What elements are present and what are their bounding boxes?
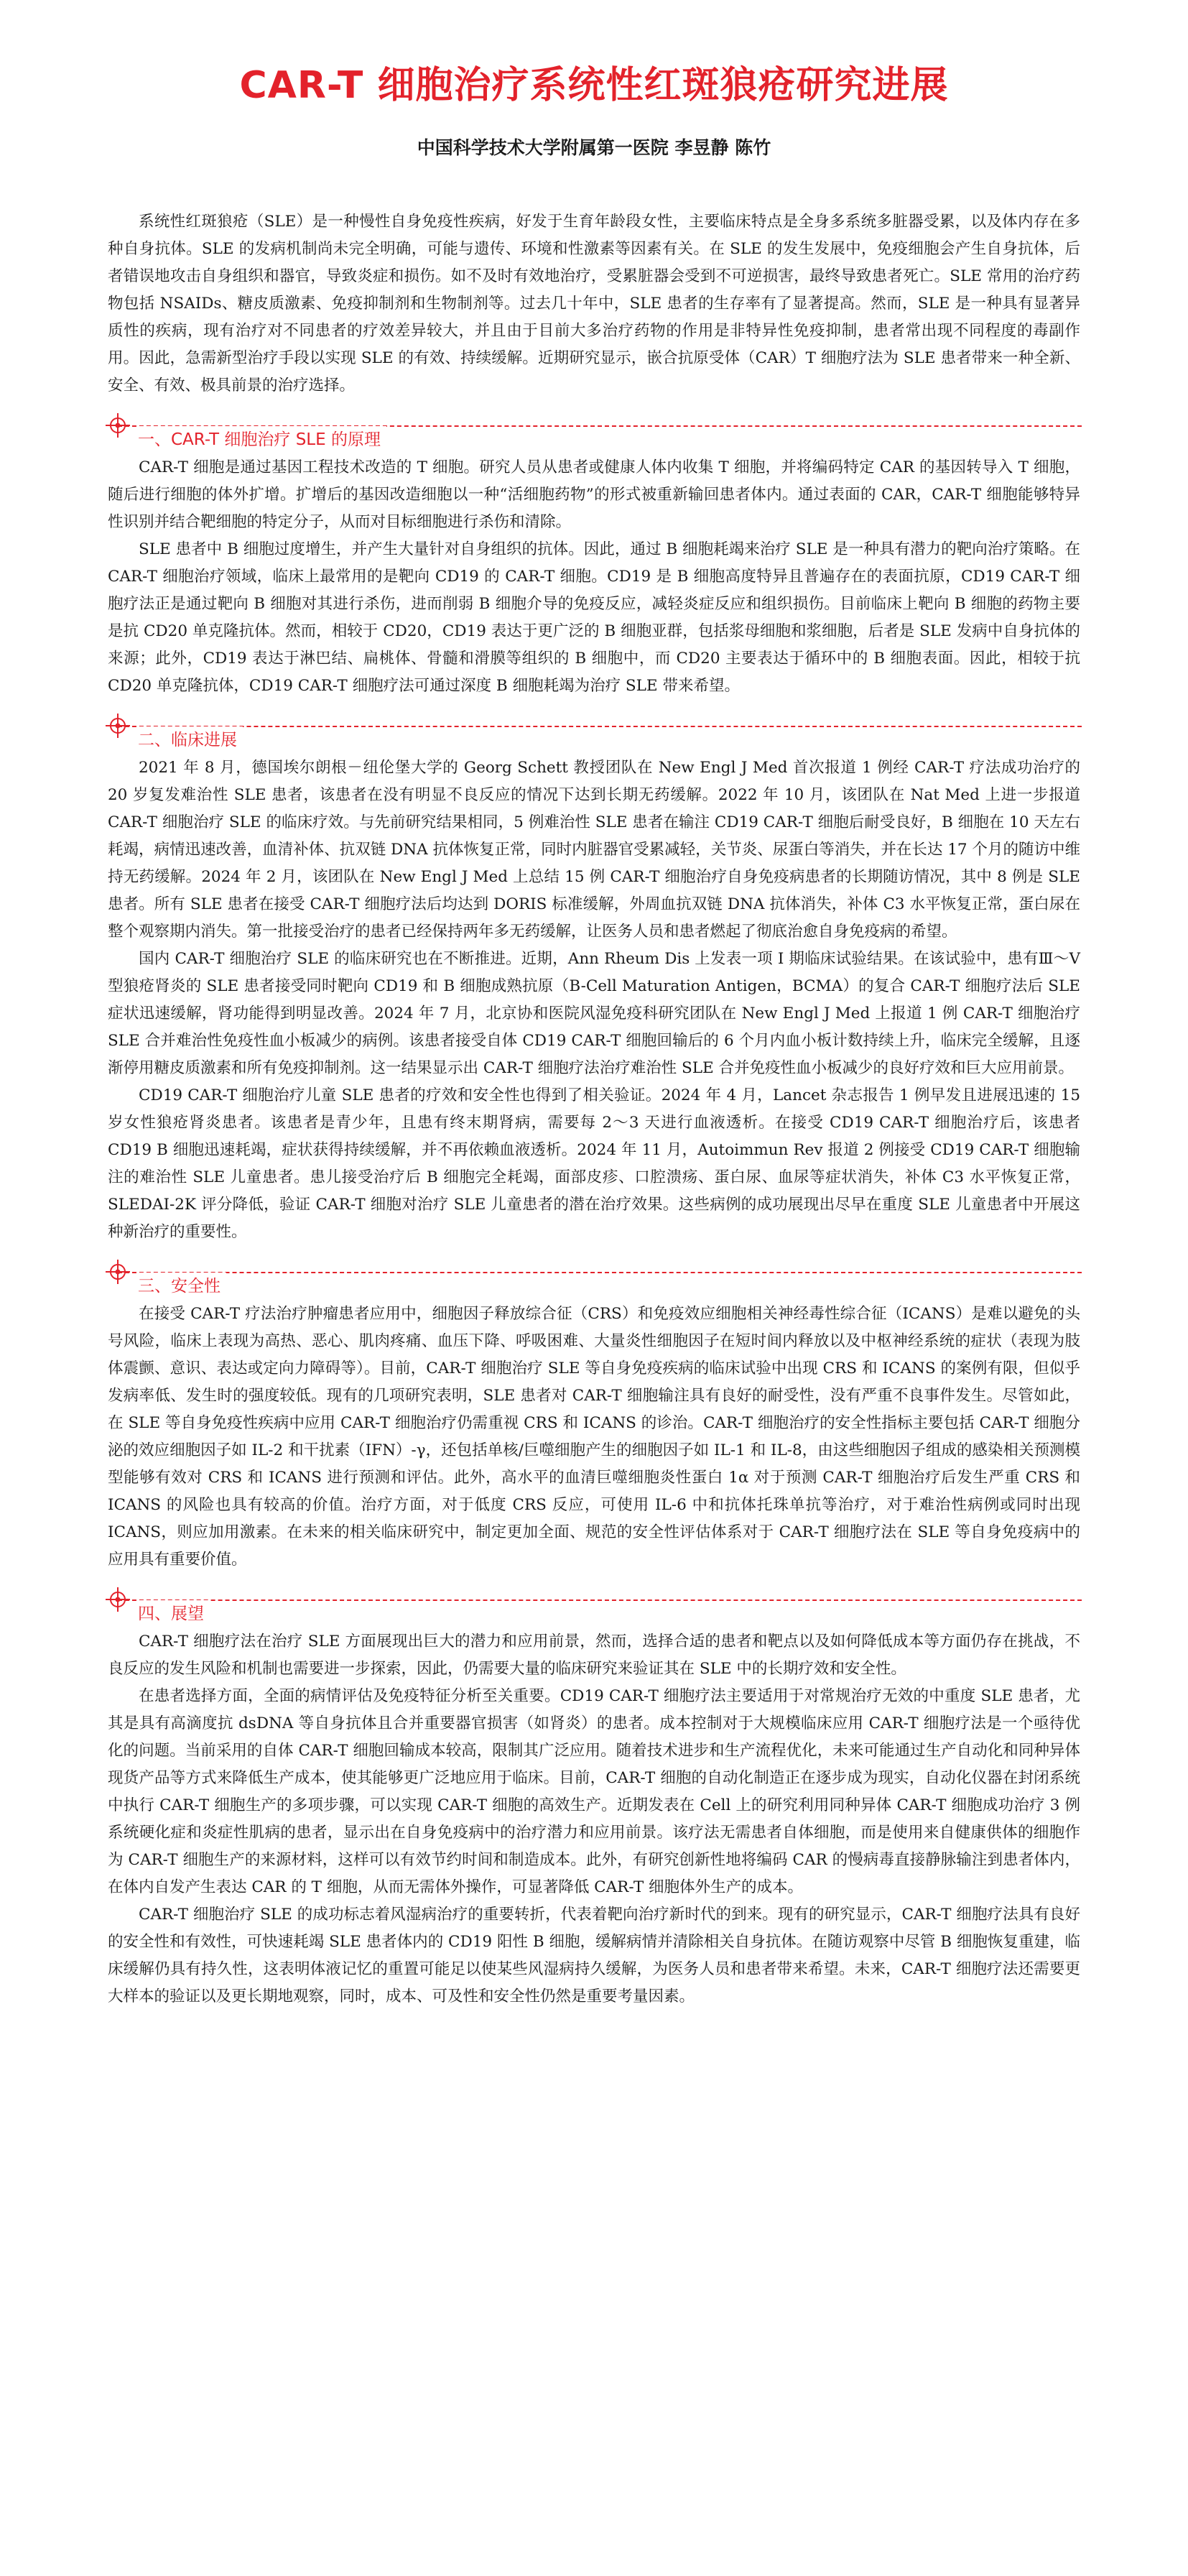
section-paragraph: 国内 CAR-T 细胞治疗 SLE 的临床研究也在不断推进。近期，Ann Rheum Dis 上发表一项 I 期临床试验结果。在该试验中，患有Ⅲ～Ⅴ型狼疮肾炎的 SLE 患者接受同时靶向 CD19 和 B 细胞成熟抗原（B-Cell Maturation Antigen，BCMA）的复合 CAR-T 细胞疗法后 SLE 症状迅速缓解，肾功能得到明显改善。2024 年 7 月，北京协和医院风湿免疫科研究团队在 New Engl J Med 上报道 1 例 CAR-T 细胞治疗 SLE 合并难治性免疫性血小板减少的病例。该患者接受自体 CD19 CAR-T 细胞回输后的 6 个月内血小板计数持续上升，临床完全缓解，且逐渐停用糖皮质激素和所有免疫抑制剂。这一结果显示出 CAR-T 细胞疗法治疗难治性 SLE 合并免疫性血小板减少的良好疗效和巨大应用前景。 xyxy=(108,950,1080,1077)
section-paragraph: CAR-T 细胞治疗 SLE 的成功标志着风湿病治疗的重要转折，代表着靶向治疗新时代的到来。现有的研究显示，CAR-T 细胞疗法具有良好的安全性和有效性，可快速耗竭 SLE 患者体内的 CD19 阳性 B 细胞，缓解病情并清除相关自身抗体。在随访观察中尽管 B 细胞恢复重建，临床缓解仍具有持久性，这表明体液记忆的重置可能足以使某些风湿病持久缓解，为医务人员和患者带来希望。未来，CAR-T 细胞疗法还需要更大样本的验证以及更长期地观察，同时，成本、可及性和安全性仍然是重要考量因素。 xyxy=(108,1906,1080,2005)
section-heading xyxy=(108,1257,1080,1296)
section-paragraph: CAR-T 细胞是通过基因工程技术改造的 T 细胞。研究人员从患者或健康人体内收集 T 细胞，并将编码特定 CAR 的基因转导入 T 细胞，随后进行细胞的体外扩增。扩增后的基因改造细胞以一种“活细胞药物”的形式被重新输回患者体内。通过表面的 CAR，CAR-T 细胞能够特异性识别并结合靶细胞的特定分子，从而对目标细胞进行杀伤和清除。 xyxy=(108,458,1080,531)
section-safety xyxy=(108,1257,1080,1574)
section-heading-text: 一、CAR-T 细胞治疗 SLE 的原理 xyxy=(136,426,386,453)
section-body xyxy=(108,454,1080,700)
section-outlook xyxy=(108,1585,1080,2011)
intro-section xyxy=(108,208,1080,400)
crosshair-icon xyxy=(105,1259,131,1285)
section-paragraph: 在患者选择方面，全面的病情评估及免疫特征分析至关重要。CD19 CAR-T 细胞疗法主要适用于对常规治疗无效的中重度 SLE 患者，尤其是具有高滴度抗 dsDNA 等自身抗体且合并重要器官损害（如肾炎）的患者。成本控制对于大规模临床应用 CAR-T 细胞疗法是一个亟待优化的问题。当前采用的自体 CAR-T 细胞回输成本较高，限制其广泛应用。随着技术进步和生产流程优化，未来可能通过生产自动化和同种异体现货产品等方式来降低生产成本，使其能够更广泛地应用于临床。目前，CAR-T 细胞的自动化制造正在逐步成为现实，自动化仪器在封闭系统中执行 CAR-T 细胞生产的多项步骤，可以实现 CAR-T 细胞的高效生产。近期发表在 Cell 上的研究利用同种异体 CAR-T 细胞成功治疗 3 例系统硬化症和炎症性肌病的患者，显示出在自身免疫病中的治疗潜力和应用前景。该疗法无需患者自体细胞，而是使用来自健康供体的细胞作为 CAR-T 细胞生产的来源材料，这样可以有效节约时间和制造成本。此外，有研究创新性地将编码 CAR 的慢病毒直接静脉输注到患者体内，在体内自发产生表达 CAR 的 T 细胞，从而无需体外操作，可显著降低 CAR-T 细胞体外生产的成本。 xyxy=(108,1687,1080,1896)
section-heading xyxy=(108,711,1080,749)
crosshair-icon xyxy=(105,412,131,438)
section-paragraph: 2021 年 8 月，德国埃尔朗根－纽伦堡大学的 Georg Schett 教授团队在 New Engl J Med 首次报道 1 例经 CAR-T 疗法成功治疗的 20 岁复发难治性 SLE 患者，该患者在没有明显不良反应的情况下达到长期无药缓解。2022 年 10 月，该团队在 Nat Med 上进一步报道 CAR-T 细胞治疗 SLE 的临床疗效。与先前研究结果相同，5 例难治性 SLE 患者在输注 CD19 CAR-T 细胞后耐受良好，B 细胞在 10 天左右耗竭，病情迅速改善，血清补体、抗双链 DNA 抗体恢复正常，同时内脏器官受累减轻，关节炎、尿蛋白等消失，并在长达 17 个月的随访中维持无药缓解。2024 年 2 月，该团队在 New Engl J Med 上总结 15 例 CAR-T 细胞治疗自身免疫病患者的长期随访情况，其中 8 例是 SLE 患者。所有 SLE 患者在接受 CAR-T 细胞疗法后均达到 DORIS 标准缓解，外周血抗双链 DNA 抗体消失，补体 C3 水平恢复正常，蛋白尿在整个观察期内消失。第一批接受治疗的患者已经保持两年多无药缓解，让医务人员和患者燃起了彻底治愈自身免疫病的希望。 xyxy=(108,759,1080,941)
section-divider xyxy=(118,1599,1082,1601)
section-paragraph: 在接受 CAR-T 疗法治疗肿瘤患者应用中，细胞因子释放综合征（CRS）和免疫效应细胞相关神经毒性综合征（ICANS）是难以避免的头号风险，临床上表现为高热、恶心、肌肉疼痛、血压下降、呼吸困难、大量炎性细胞因子在短时间内释放以及中枢神经系统的症状（表现为肢体震颤、意识、表达或定向力障碍等）。目前，CAR-T 细胞治疗 SLE 等自身免疫疾病的临床试验中出现 CRS 和 ICANS 的案例有限，但似乎发病率低、发生时的强度较低。现有的几项研究表明，SLE 患者对 CAR-T 细胞输注具有良好的耐受性，没有严重不良事件发生。尽管如此，在 SLE 等自身免疫性疾病中应用 CAR-T 细胞治疗仍需重视 CRS 和 ICANS 的诊治。CAR-T 细胞治疗的安全性指标主要包括 CAR-T 细胞分泌的效应细胞因子如 IL-2 和干扰素（IFN）-γ，还包括单核/巨噬细胞产生的细胞因子如 IL-1 和 IL-8，由这些细胞因子组成的感染相关预测模型能够有效对 CRS 和 ICANS 进行预测和评估。此外，高水平的血清巨噬细胞炎性蛋白 1α 对于预测 CAR-T 细胞治疗后发生严重 CRS 和 ICANS 的风险也具有较高的价值。治疗方面，对于低度 CRS 反应，可使用 IL-6 中和抗体托珠单抗等治疗，对于难治性病例或同时出现 ICANS，则应加用激素。在未来的相关临床研究中，制定更加全面、规范的安全性评估体系对于 CAR-T 细胞疗法在 SLE 等自身免疫病中的应用具有重要价值。 xyxy=(108,1305,1080,1569)
section-heading-text: 二、临床进展 xyxy=(136,726,243,754)
intro-paragraph: 系统性红斑狼疮（SLE）是一种慢性自身免疫性疾病，好发于生育年龄段女性，主要临床特点是全身多系统多脏器受累，以及体内存在多种自身抗体。SLE 的发病机制尚未完全明确，可能与遗传、环境和性激素等因素有关。在 SLE 的发生发展中，免疫细胞会产生自身抗体，后者错误地攻击自身组织和器官，导致炎症和损伤。如不及时有效地治疗，受累脏器会受到不可逆损害，最终导致患者死亡。SLE 常用的治疗药物包括 NSAIDs、糖皮质激素、免疫抑制剂和生物制剂等。过去几十年中，SLE 患者的生存率有了显著提高。然而，SLE 是一种具有显著异质性的疾病，现有治疗对不同患者的疗效差异较大，并且由于目前大多治疗药物的作用是非特异性免疫抑制，患者常出现不同程度的毒副作用。因此，急需新型治疗手段以实现 SLE 的有效、持续缓解。近期研究显示，嵌合抗原受体（CAR）T 细胞疗法为 SLE 患者带来一种全新、安全、有效、极具前景的治疗选择。 xyxy=(108,213,1080,394)
section-paragraph: CAR-T 细胞疗法在治疗 SLE 方面展现出巨大的潜力和应用前景，然而，选择合适的患者和靶点以及如何降低成本等方面仍存在挑战，不良反应的发生风险和机制也需要进一步探索，因此，仍需要大量的临床研究来验证其在 SLE 中的长期疗效和安全性。 xyxy=(108,1633,1080,1678)
section-heading-text: 三、安全性 xyxy=(136,1273,226,1300)
section-body xyxy=(108,1628,1080,2011)
section-heading xyxy=(108,1585,1080,1623)
crosshair-icon xyxy=(105,1587,131,1612)
section-divider xyxy=(118,726,1082,727)
section-heading xyxy=(108,411,1080,449)
crosshair-icon xyxy=(105,713,131,739)
section-paragraph: CD19 CAR-T 细胞治疗儿童 SLE 患者的疗效和安全性也得到了相关验证。2024 年 4 月，Lancet 杂志报告 1 例早发且进展迅速的 15 岁女性狼疮肾炎患者。该患者是青少年，且患有终末期肾病，需要每 2～3 天进行血液透析。在接受 CD19 CAR-T 细胞治疗后，该患者 CD19 B 细胞迅速耗竭，症状获得持续缓解，并不再依赖血液透析。2024 年 11 月，Autoimmun Rev 报道 2 例接受 CD19 CAR-T 细胞输注的难治性 SLE 儿童患者。患儿接受治疗后 B 细胞完全耗竭，面部皮疹、口腔溃疡、蛋白尿、血尿等症状消失，补体 C3 水平恢复正常，SLEDAI-2K 评分降低，验证 CAR-T 细胞对治疗 SLE 儿童患者的潜在治疗效果。这些病例的成功展现出尽早在重度 SLE 儿童患者中开展这种新治疗的重要性。 xyxy=(108,1086,1080,1241)
section-principle xyxy=(108,411,1080,700)
article-title: CAR-T 细胞治疗系统性红斑狼疮研究进展 xyxy=(239,64,949,107)
section-clinical-progress xyxy=(108,711,1080,1246)
section-paragraph: SLE 患者中 B 细胞过度增生，并产生大量针对自身组织的抗体。因此，通过 B 细胞耗竭来治疗 SLE 是一种具有潜力的靶向治疗策略。在 CAR-T 细胞治疗领域，临床上最常用的是靶向 CD19 的 CAR-T 细胞。CD19 是 B 细胞高度特异且普遍存在的表面抗原，CD19 CAR-T 细胞疗法正是通过靶向 B 细胞对其进行杀伤，进而削弱 B 细胞介导的免疫反应，减轻炎症反应和组织损伤。目前临床上靶向 B 细胞的药物主要是抗 CD20 单克隆抗体。然而，相较于 CD20，CD19 表达于更广泛的 B 细胞亚群，包括浆母细胞和浆细胞，后者是 SLE 发病中自身抗体的来源；此外，CD19 表达于淋巴结、扁桃体、骨髓和滑膜等组织的 B 细胞中，而 CD20 主要表达于循环中的 B 细胞表面。因此，相较于抗 CD20 单克隆抗体，CD19 CAR-T 细胞疗法可通过深度 B 细胞耗竭为治疗 SLE 带来希望。 xyxy=(108,540,1080,695)
section-heading-text: 四、展望 xyxy=(136,1600,210,1628)
section-divider xyxy=(118,1272,1082,1273)
section-body xyxy=(108,754,1080,1246)
section-body xyxy=(108,1301,1080,1574)
article-authors: 中国科学技术大学附属第一医院 李昱静 陈竹 xyxy=(417,137,771,158)
